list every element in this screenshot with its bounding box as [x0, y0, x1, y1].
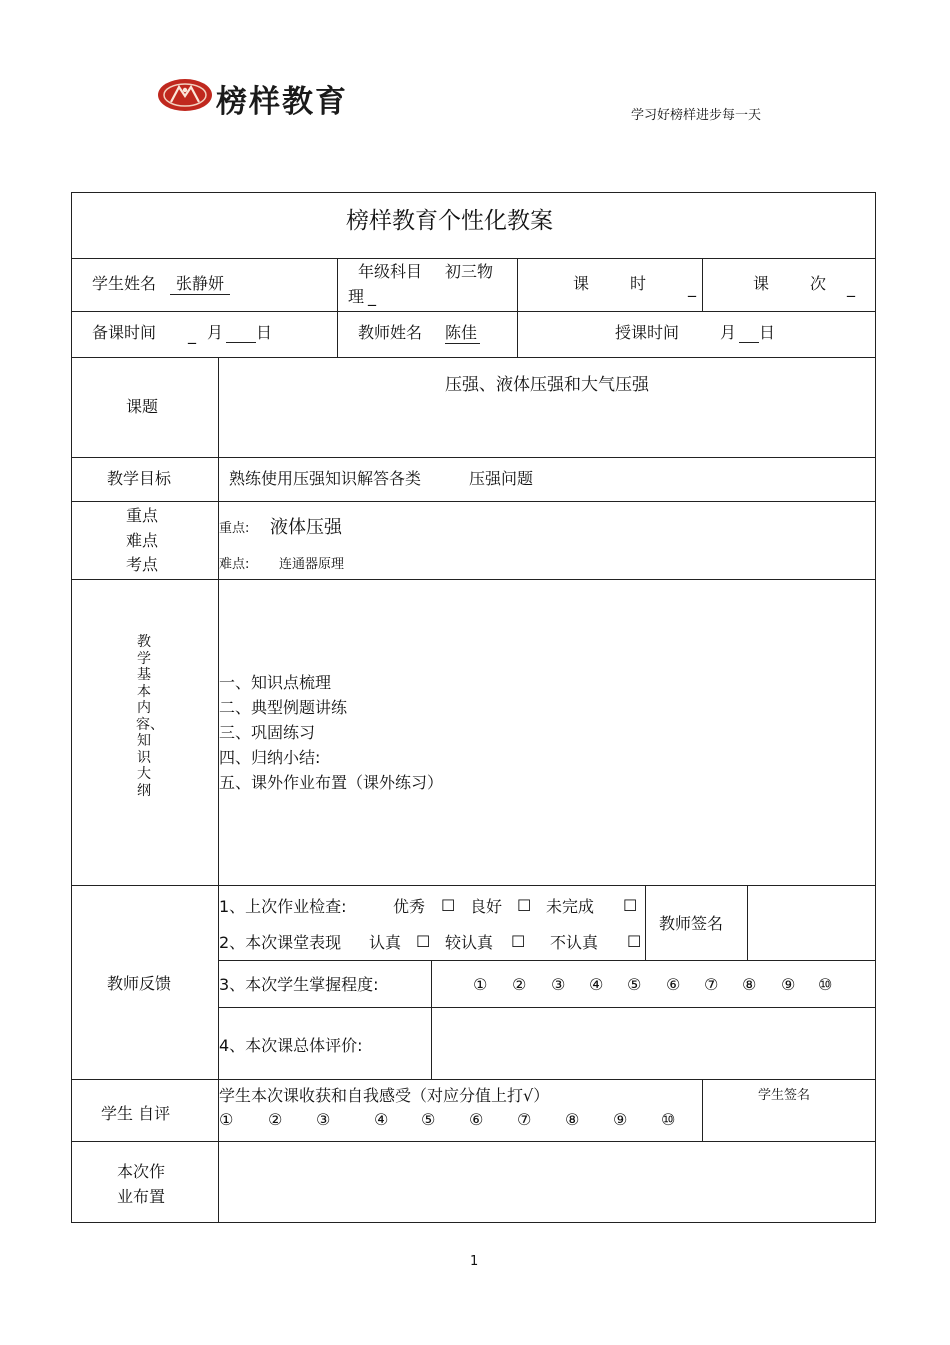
objective-label: 教学目标 — [107, 469, 172, 488]
hw-option-good: 良好 — [470, 897, 503, 916]
grade-subject-value-cont: 理 — [348, 287, 365, 306]
teach-day: 日 — [759, 323, 776, 342]
homework-label: 本次作 — [117, 1162, 166, 1181]
prep-time-blank: _ — [188, 325, 196, 344]
mastery-option[interactable]: ⑩ — [818, 975, 833, 994]
teach-month: 月 — [720, 323, 737, 342]
mastery-option[interactable]: ⑨ — [781, 975, 796, 994]
self-eval-option[interactable]: ⑦ — [517, 1110, 532, 1129]
teach-day-blank — [739, 323, 759, 343]
header-slogan: 学习好榜样进步每一天 — [631, 108, 762, 123]
teacher-sign-label: 教师签名 — [659, 914, 724, 933]
outline-item: 五、课外作业布置（课外练习） — [219, 773, 444, 792]
teacher-name-label: 教师姓名 — [358, 323, 423, 342]
session-blank: _ — [847, 278, 855, 297]
mastery-label: 3、本次学生掌握程度: — [219, 975, 379, 994]
logo-emblem-icon — [157, 78, 213, 112]
overall-eval-label: 4、本次课总体评价: — [219, 1036, 363, 1055]
perf-fairly-checkbox[interactable]: ☐ — [511, 932, 526, 951]
objective-value: 熟练使用压强知识解答各类 — [229, 469, 422, 488]
perf-option-serious: 认真 — [369, 933, 402, 952]
page-number: 1 — [470, 1254, 479, 1269]
prep-month: 月 — [207, 323, 224, 342]
outline-item: 三、巩固练习 — [219, 723, 316, 742]
keypoint-label: 重点 — [126, 506, 159, 525]
difficult-point-value: 连通器原理 — [279, 557, 345, 572]
student-name-label: 学生姓名 — [92, 274, 157, 293]
self-eval-option[interactable]: ⑥ — [469, 1110, 484, 1129]
session-label: 课 — [753, 274, 770, 293]
homework-check-label: 1、上次作业检查: — [219, 897, 347, 916]
grade-subject-label: 年级科目 — [358, 262, 423, 281]
self-eval-option[interactable]: ② — [268, 1110, 283, 1129]
exam-point-label: 考点 — [126, 555, 159, 574]
perf-not-serious-checkbox[interactable]: ☐ — [627, 932, 642, 951]
key-point-value: 液体压强 — [270, 517, 342, 538]
self-eval-option[interactable]: ⑧ — [565, 1110, 580, 1129]
prep-time-label: 备课时间 — [92, 323, 157, 342]
mastery-option[interactable]: ⑧ — [742, 975, 757, 994]
prep-day: 日 — [256, 323, 273, 342]
teacher-sign-field[interactable] — [748, 886, 875, 960]
self-eval-option[interactable]: ⑤ — [421, 1110, 436, 1129]
topic-label: 课题 — [126, 397, 159, 416]
document-title: 榜样教育个性化教案 — [346, 208, 553, 234]
hw-option-excellent: 优秀 — [393, 897, 426, 916]
student-sign-label: 学生签名 — [758, 1088, 811, 1103]
key-point-tag: 重点: — [219, 521, 250, 536]
self-eval-option[interactable]: ⑩ — [661, 1110, 676, 1129]
self-eval-option[interactable]: ⑨ — [613, 1110, 628, 1129]
grade-subject-value: 初三物 — [445, 262, 494, 281]
self-eval-prompt: 学生本次课收获和自我感受（对应分值上打√） — [219, 1086, 550, 1105]
perf-option-fairly: 较认真 — [445, 933, 494, 952]
difficult-point-tag: 难点: — [219, 557, 250, 572]
feedback-label: 教师反馈 — [107, 974, 172, 993]
outline-item: 二、典型例题讲练 — [219, 698, 348, 717]
homework-field[interactable] — [219, 1142, 875, 1222]
mastery-option[interactable]: ⑦ — [704, 975, 719, 994]
self-eval-option[interactable]: ① — [219, 1110, 234, 1129]
overall-eval-field[interactable] — [432, 1008, 875, 1079]
class-hours-label-2: 时 — [630, 274, 647, 293]
homework-label-2: 业布置 — [117, 1187, 166, 1206]
mastery-option[interactable]: ④ — [589, 975, 604, 994]
mastery-option[interactable]: ⑥ — [666, 975, 681, 994]
self-eval-option[interactable]: ④ — [374, 1110, 389, 1129]
objective-value-2: 压强问题 — [469, 469, 534, 488]
logo-text: 榜样教育 — [216, 84, 348, 120]
perf-option-not-serious: 不认真 — [550, 933, 599, 952]
mastery-option[interactable]: ② — [512, 975, 527, 994]
class-hours-blank: _ — [688, 278, 696, 297]
teacher-name-value: 陈佳 — [445, 323, 480, 344]
mastery-option[interactable]: ⑤ — [627, 975, 642, 994]
topic-value: 压强、液体压强和大气压强 — [445, 375, 649, 395]
self-eval-option[interactable]: ③ — [316, 1110, 331, 1129]
perf-serious-checkbox[interactable]: ☐ — [416, 932, 431, 951]
hw-good-checkbox[interactable]: ☐ — [517, 896, 532, 915]
class-hours-label: 课 — [573, 274, 590, 293]
grade-subject-blank: _ — [368, 287, 376, 306]
difficulty-label: 难点 — [126, 531, 159, 550]
hw-option-incomplete: 未完成 — [546, 897, 595, 916]
hw-incomplete-checkbox[interactable]: ☐ — [623, 896, 638, 915]
hw-excellent-checkbox[interactable]: ☐ — [441, 896, 456, 915]
prep-day-blank — [226, 323, 256, 343]
student-name-value: 张静妍 — [170, 274, 230, 295]
outline-item: 四、归纳小结: — [219, 748, 321, 767]
performance-label: 2、本次课堂表现 — [219, 933, 342, 952]
teach-time-label: 授课时间 — [615, 323, 680, 342]
mastery-option[interactable]: ③ — [551, 975, 566, 994]
mastery-option[interactable]: ① — [473, 975, 488, 994]
outline-item: 一、知识点梳理 — [219, 673, 332, 692]
session-label-2: 次 — [810, 274, 827, 293]
self-eval-label: 学生 自评 — [101, 1104, 171, 1123]
outline-label: 教学基本内容、知识大纲 — [136, 634, 164, 799]
